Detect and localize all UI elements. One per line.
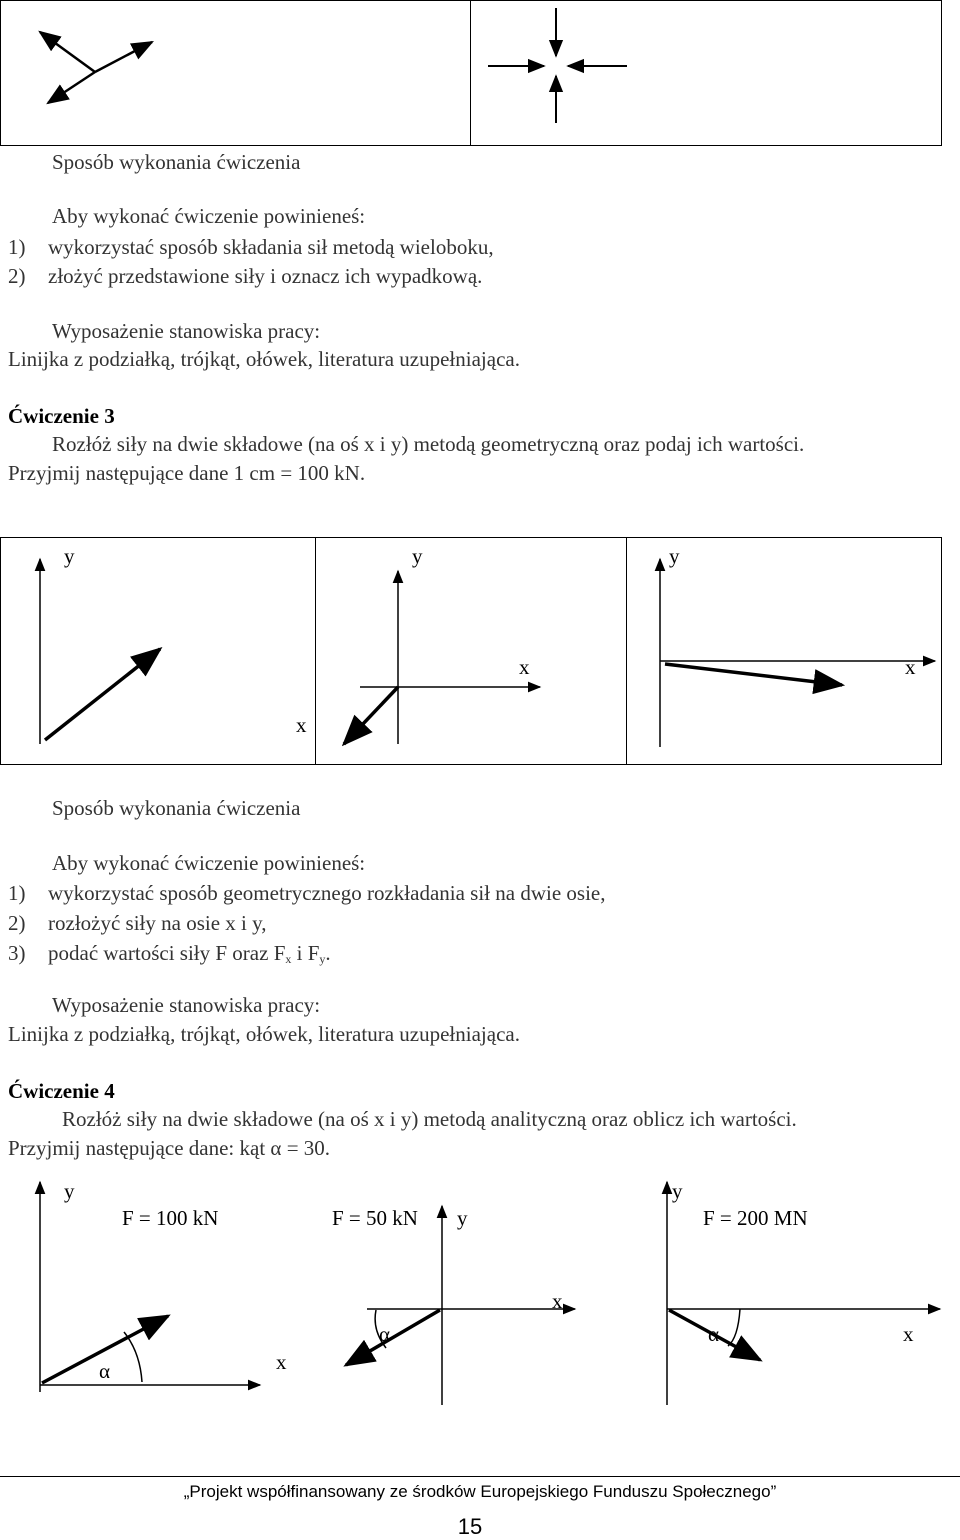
- step-text: złożyć przedstawione siły i oznacz ich wypadkową.: [48, 264, 483, 288]
- y-axis-label: y: [412, 544, 423, 568]
- force-vector: [346, 1310, 440, 1365]
- exercise-3-given: Przyjmij następujące dane 1 cm = 100 kN.: [8, 461, 366, 485]
- angle-label: α: [379, 1322, 391, 1346]
- footer-note: „Projekt współfinansowany ze środków Europejskiego Funduszu Społecznego”: [183, 1482, 777, 1501]
- equipment-label: Wyposażenie stanowiska pracy:: [52, 993, 321, 1017]
- exercise-3-task: Rozłóż siły na dwie składowe (na oś x i y) metodą geometryczną oraz podaj ich wartości.: [52, 432, 805, 456]
- angle-arc: [728, 1309, 740, 1346]
- step-text: podać wartości siły F oraz $F_x$ i $F_y$.: [48, 941, 331, 966]
- step-number: 1): [8, 881, 26, 905]
- force-triplet-left: [40, 32, 152, 103]
- exercise-3-title: Ćwiczenie 3: [8, 404, 115, 428]
- step-number: 3): [8, 941, 26, 965]
- method-heading: Sposób wykonania ćwiczenia: [52, 796, 301, 820]
- exercise-3-figures: [0, 537, 960, 777]
- x-axis-label: x: [276, 1350, 287, 1374]
- footer-rule: [0, 1476, 960, 1477]
- method-intro: Aby wykonać ćwiczenie powinieneś:: [52, 851, 366, 875]
- force-value-label: F = 100 kN: [122, 1206, 219, 1230]
- x-axis-label: x: [296, 713, 307, 737]
- equipment-label: Wyposażenie stanowiska pracy:: [52, 319, 321, 343]
- y-axis-label: y: [672, 1179, 683, 1203]
- x-axis-label: x: [519, 655, 530, 679]
- x-axis-label: x: [903, 1322, 914, 1346]
- composition-figures: [0, 0, 960, 146]
- y-axis-label: y: [457, 1206, 468, 1230]
- force-value-label: F = 200 MN: [703, 1206, 808, 1230]
- step-text: wykorzystać sposób składania sił metodą wieloboku,: [48, 235, 494, 259]
- exercise-4-task: Rozłóż siły na dwie składowe (na oś x i y) metodą analityczną oraz oblicz ich wartości.: [62, 1107, 797, 1131]
- equipment-text: Linijka z podziałką, trójkąt, ołówek, literatura uzupełniająca.: [8, 1022, 520, 1046]
- y-axis-label: y: [64, 544, 75, 568]
- y-axis-label: y: [64, 1179, 75, 1203]
- step-text: wykorzystać sposób geometrycznego rozkładania sił na dwie osie,: [48, 881, 606, 905]
- y-axis-label: y: [669, 544, 680, 568]
- method-intro: Aby wykonać ćwiczenie powinieneś:: [52, 204, 366, 228]
- step-text: rozłożyć siły na osie x i y,: [48, 911, 267, 935]
- x-axis-label: x: [905, 655, 916, 679]
- method-heading: Sposób wykonania ćwiczenia: [52, 150, 301, 174]
- force-vector: [665, 664, 842, 685]
- x-axis-label: x: [552, 1289, 563, 1313]
- force-cross-right: [488, 8, 627, 123]
- exercise-4-title: Ćwiczenie 4: [8, 1079, 115, 1103]
- force-vector: [344, 687, 398, 744]
- angle-label: α: [99, 1359, 111, 1383]
- force-vector: [45, 649, 160, 740]
- exercise-4-given: Przyjmij następujące dane: kąt α = 30.: [8, 1136, 331, 1160]
- step-number: 1): [8, 235, 26, 259]
- angle-label: α: [708, 1322, 720, 1346]
- page-number: 15: [457, 1514, 483, 1539]
- force-value-label: F = 50 kN: [332, 1206, 418, 1230]
- step-number: 2): [8, 911, 26, 935]
- equipment-text: Linijka z podziałką, trójkąt, ołówek, literatura uzupełniająca.: [8, 347, 520, 371]
- step-number: 2): [8, 264, 26, 288]
